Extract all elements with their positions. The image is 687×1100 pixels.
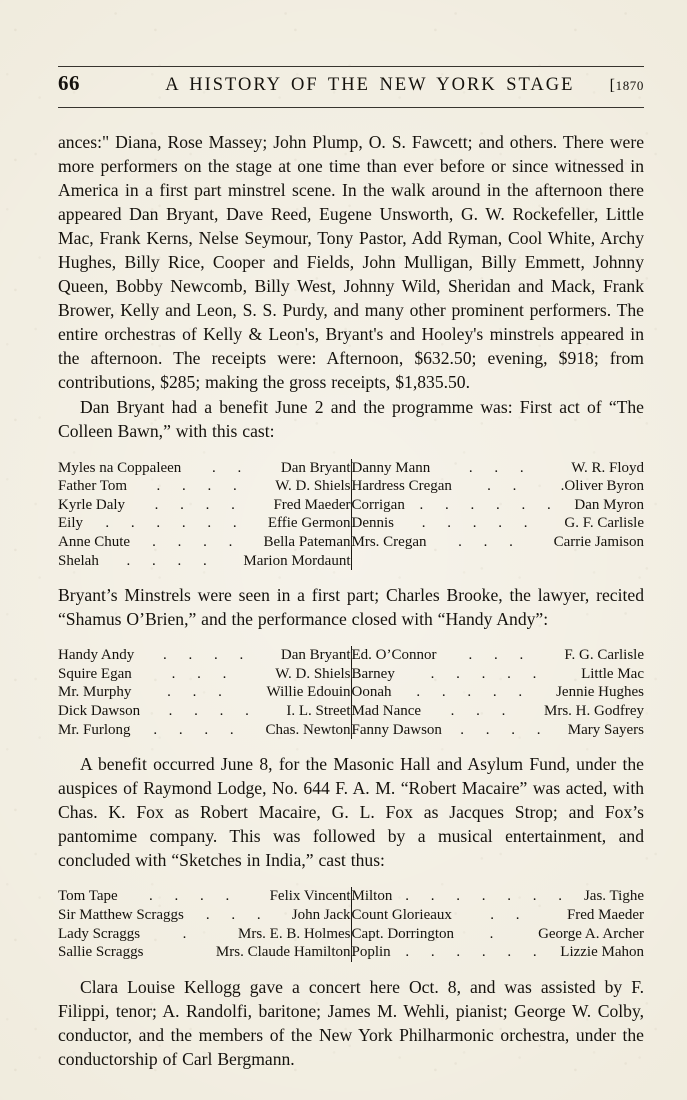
- leader-dots: . . .: [468, 647, 533, 664]
- cast-entry: [58, 514, 351, 533]
- cast-row: [58, 702, 644, 721]
- page-content-column: [58, 0, 644, 1100]
- cast-cell-left: [58, 459, 351, 478]
- leader-dots: . . .: [167, 684, 231, 701]
- leader-dots: . . . . . .: [405, 944, 546, 961]
- character-name: Dennis: [351, 515, 394, 532]
- cast-cell-left: [58, 552, 351, 571]
- cast-entry: [58, 665, 351, 684]
- cast-row: [58, 459, 644, 478]
- performer-name: Dan Bryant: [280, 459, 351, 476]
- character-name: Danny Mann: [351, 459, 431, 476]
- cast-row: [58, 665, 644, 684]
- performer-name: Dan Bryant: [280, 647, 351, 664]
- cast-cell-right: [351, 683, 644, 702]
- cast-cell-right: [351, 906, 644, 925]
- cast-row: [58, 906, 644, 925]
- cast-entry: [352, 514, 645, 533]
- character-name: Count Glorieaux: [351, 907, 452, 924]
- cast-row: [58, 887, 644, 906]
- performer-name: Bella Pateman: [263, 533, 351, 550]
- leader-dots: . .: [490, 907, 529, 924]
- running-title: A HISTORY OF THE NEW YORK STAGE: [165, 75, 575, 95]
- leader-dots: . . .: [450, 703, 515, 720]
- character-name: Hardress Cregan: [351, 478, 452, 495]
- cast-entry: [352, 887, 645, 906]
- leader-dots: . . . .: [149, 888, 239, 905]
- year-value: 1870: [615, 78, 644, 93]
- leader-dots: . . . . .: [430, 665, 546, 682]
- leader-dots: . . . . .: [416, 684, 532, 701]
- cast-table: [58, 646, 644, 739]
- cast-entry: [58, 496, 351, 515]
- leader-dots: . . .: [171, 665, 236, 682]
- performer-name: Chas. Newton: [265, 721, 351, 738]
- cast-cell-right: [351, 533, 644, 552]
- page-body: [58, 130, 644, 1071]
- performer-name: W. D. Shiels: [275, 478, 351, 495]
- cast-entry: [352, 459, 645, 478]
- paragraph-1: ances:" Diana, Rose Massey; John Plump, O. S. Fawcett; and others. There were more performers on the stage at one time than ever before or since witnessed in America in a first part minstrel scene. In the walk around in the afternoon there appeared Dan Bryant, Dave Reed, Eugene Unsworth, G. W. Rockefeller, Little Mac, Frank Kerns, Nelse Seymour, Tony Pastor, Add Ryman, Cool White, Archy Hughes, Billy Rice, Cooper and Fields, John Mulligan, Billy Emmett, Johnny Queen, Bobby Newcomb, Billy West, Johnny Wild, Sheridan and Mack, Frank Brower, Kelly and Leon, S. S. Purdy, and many other prominent performers. The entire orchestras of Kelly & Leon's, Bryant's and Hooley's minstrels appeared in the afternoon. The receipts were: Afternoon, $632.50; evening, $918; from contributions, $285; making the gross receipts, $1,835.50.: [58, 132, 644, 393]
- cast-table: [58, 887, 644, 961]
- cast-entry: [352, 477, 645, 496]
- cast-cell-right: [351, 459, 644, 478]
- character-name: Squire Egan: [58, 665, 132, 682]
- cast-row: [58, 533, 644, 552]
- performer-name: Willie Edouin: [266, 684, 351, 701]
- cast-cell-right: [351, 943, 644, 962]
- running-head: [58, 67, 644, 107]
- cast-row: [58, 646, 644, 665]
- cast-cell-right: [351, 477, 644, 496]
- cast-cell-right: [351, 665, 644, 684]
- leader-dots: . . .: [468, 459, 533, 476]
- performer-name: Felix Vincent: [269, 888, 351, 905]
- cast-cell-left: [58, 906, 351, 925]
- performer-name: Mary Sayers: [567, 721, 644, 738]
- character-name: Shelah: [58, 552, 99, 569]
- cast-table-sketches-in-india: [58, 887, 644, 961]
- bracket-glyph: [: [609, 77, 616, 94]
- performer-name: John Jack: [291, 907, 351, 924]
- cast-cell-left: [58, 943, 351, 962]
- cast-cell-right: [351, 646, 644, 665]
- character-name: Handy Andy: [58, 647, 135, 664]
- paragraph-4: A benefit occurred June 8, for the Masonic Hall and Asylum Fund, under the auspices of Raymond Lodge, No. 644 F. A. M. “Robert Macaire” was acted, with Chas. K. Fox as Robert Macaire, G. L. Fox as Jacques Strop; and Fox’s pantomime company. This was followed by a musical entertainment, and concluded with “Sketches in India,” cast thus:: [58, 754, 644, 871]
- character-name: Mad Nance: [351, 703, 422, 720]
- performer-name: Mrs. Claude Hamilton: [215, 944, 351, 961]
- character-name: Mr. Murphy: [58, 684, 132, 701]
- leader-dots: . . . .: [153, 721, 243, 738]
- leader-dots: . . . .: [162, 647, 253, 664]
- character-name: Barney: [351, 665, 395, 682]
- performer-name: George A. Archer: [538, 925, 644, 942]
- cast-entry: [58, 906, 351, 925]
- cast-cell-right: [351, 721, 644, 740]
- performer-name: .Oliver Byron: [560, 478, 644, 495]
- character-name: Lady Scraggs: [58, 925, 141, 942]
- cast-row: [58, 683, 644, 702]
- cast-entry: [58, 552, 351, 571]
- character-name: Eily: [58, 515, 83, 532]
- paragraph-2: Dan Bryant had a benefit June 2 and the programme was: First act of “The Colleen Bawn,” with this cast:: [58, 396, 644, 441]
- cast-cell-left: [58, 514, 351, 533]
- cast-cell-left: [58, 702, 351, 721]
- leader-dots: . . . . . .: [419, 496, 560, 513]
- character-name: Mrs. Cregan: [351, 533, 427, 550]
- leader-dots: . . . .: [152, 533, 242, 550]
- cast-entry: [352, 906, 645, 925]
- performer-name: Carrie Jamison: [553, 533, 644, 550]
- cast-entry: [352, 683, 645, 702]
- leader-dots: . . .: [205, 907, 270, 924]
- cast-table-body: [58, 887, 644, 961]
- cast-table-body: [58, 646, 644, 739]
- cast-entry: [58, 943, 351, 962]
- leader-dots: . . . . .: [421, 515, 537, 532]
- cast-entry: [58, 721, 351, 740]
- cast-cell-right: [351, 925, 644, 944]
- character-name: Corrigan: [351, 496, 405, 513]
- cast-cell-left: [58, 477, 351, 496]
- leader-dots: . . .: [458, 533, 522, 550]
- performer-name: Jas. Tighe: [583, 888, 644, 905]
- leader-dots: . . . .: [126, 552, 216, 569]
- character-name: Ed. O’Connor: [351, 647, 437, 664]
- character-name: Milton: [351, 888, 393, 905]
- cast-entry: [352, 496, 645, 515]
- cast-row: [58, 925, 644, 944]
- leader-dots: . .: [487, 478, 526, 495]
- cast-cell-right: [351, 552, 644, 571]
- cast-entry: [58, 702, 351, 721]
- leader-dots: . .: [211, 459, 251, 476]
- cast-table: [58, 459, 644, 571]
- performer-name: G. F. Carlisle: [564, 515, 644, 532]
- character-name: Father Tom: [58, 478, 128, 495]
- character-name: Dick Dawson: [58, 703, 141, 720]
- character-name: Kyrle Daly: [58, 496, 126, 513]
- character-name: Tom Tape: [58, 888, 118, 905]
- cast-entry: [352, 925, 645, 944]
- paragraph-3: Bryant’s Minstrels were seen in a first part; Charles Brooke, the lawyer, recited “Shamus O’Brien,” and the performance closed with “Handy Andy”:: [58, 585, 644, 630]
- character-name: Capt. Dorrington: [351, 925, 454, 942]
- performer-name: Fred Maeder: [273, 496, 351, 513]
- cast-entry: [58, 683, 351, 702]
- page-number: 66: [58, 71, 80, 95]
- cast-cell-left: [58, 665, 351, 684]
- leader-dots: . . . .: [168, 703, 258, 720]
- cast-table-body: [58, 459, 644, 571]
- character-name: Anne Chute: [58, 533, 131, 550]
- cast-cell-left: [58, 887, 351, 906]
- performer-name: W. R. Floyd: [571, 459, 644, 476]
- cast-entry: [352, 533, 645, 552]
- cast-cell-left: [58, 496, 351, 515]
- cast-cell-left: [58, 721, 351, 740]
- cast-entry: [58, 925, 351, 944]
- cast-row: [58, 496, 644, 515]
- character-name: Sir Matthew Scraggs: [58, 907, 184, 924]
- performer-name: Fred Maeder: [566, 907, 644, 924]
- paragraph-5: Clara Louise Kellogg gave a concert here Oct. 8, and was assisted by F. Filippi, tenor; A. Randolfi, baritone; James M. Wehli, pianist; George W. Colby, conductor, and the members of the New York Philharmonic orchestra, under the conductorship of Carl Bergmann.: [58, 976, 644, 1069]
- header-rule-top: [58, 66, 644, 67]
- cast-cell-right: [351, 496, 644, 515]
- year-marginal: [604, 77, 644, 95]
- character-name: Mr. Furlong: [58, 721, 131, 738]
- cast-entry: [352, 665, 645, 684]
- performer-name: F. G. Carlisle: [564, 647, 644, 664]
- character-name: Poplin: [351, 944, 391, 961]
- cast-cell-left: [58, 683, 351, 702]
- cast-entry: [58, 459, 351, 478]
- cast-table-handy-andy: [58, 646, 644, 739]
- performer-name: W. D. Shiels: [275, 665, 351, 682]
- performer-name: Marion Mordaunt: [243, 552, 351, 569]
- performer-name: Mrs. H. Godfrey: [544, 703, 644, 720]
- character-name: Sallie Scraggs: [58, 944, 144, 961]
- cast-cell-right: [351, 887, 644, 906]
- leader-dots: . . . . . . .: [405, 888, 572, 905]
- cast-entry: [58, 477, 351, 496]
- cast-cell-left: [58, 533, 351, 552]
- cast-row: [58, 477, 644, 496]
- cast-entry: [352, 646, 645, 665]
- performer-name: Effie Germon: [267, 515, 351, 532]
- cast-row: [58, 721, 644, 740]
- performer-name: Jennie Hughes: [556, 684, 644, 701]
- cast-cell-left: [58, 925, 351, 944]
- cast-entry: [352, 943, 645, 962]
- cast-table-colleen-bawn: [58, 459, 644, 571]
- cast-entry: [352, 721, 645, 740]
- character-name: Fanny Dawson: [351, 721, 442, 738]
- cast-entry: [58, 646, 351, 665]
- cast-cell-right: [351, 702, 644, 721]
- performer-name: Lizzie Mahon: [560, 944, 644, 961]
- performer-name: Dan Myron: [574, 496, 644, 513]
- leader-dots: .: [489, 925, 503, 942]
- cast-row: [58, 552, 644, 571]
- performer-name: Little Mac: [581, 665, 644, 682]
- cast-entry: [58, 887, 351, 906]
- cast-entry: [58, 533, 351, 552]
- character-name: Myles na Coppaleen: [58, 459, 182, 476]
- cast-entry: [352, 702, 645, 721]
- cast-row: [58, 514, 644, 533]
- cast-row: [58, 943, 644, 962]
- leader-dots: . . . .: [460, 721, 550, 738]
- leader-dots: . . . .: [154, 496, 244, 513]
- leader-dots: . . . . . .: [105, 515, 246, 532]
- leader-dots: .: [182, 925, 196, 942]
- character-name: Oonah: [351, 684, 392, 701]
- performer-name: I. L. Street: [286, 703, 351, 720]
- cast-cell-right: [351, 514, 644, 533]
- header-rule-bottom: [58, 107, 644, 108]
- leader-dots: . . . .: [156, 478, 246, 495]
- cast-cell-left: [58, 646, 351, 665]
- performer-name: Mrs. E. B. Holmes: [238, 925, 351, 942]
